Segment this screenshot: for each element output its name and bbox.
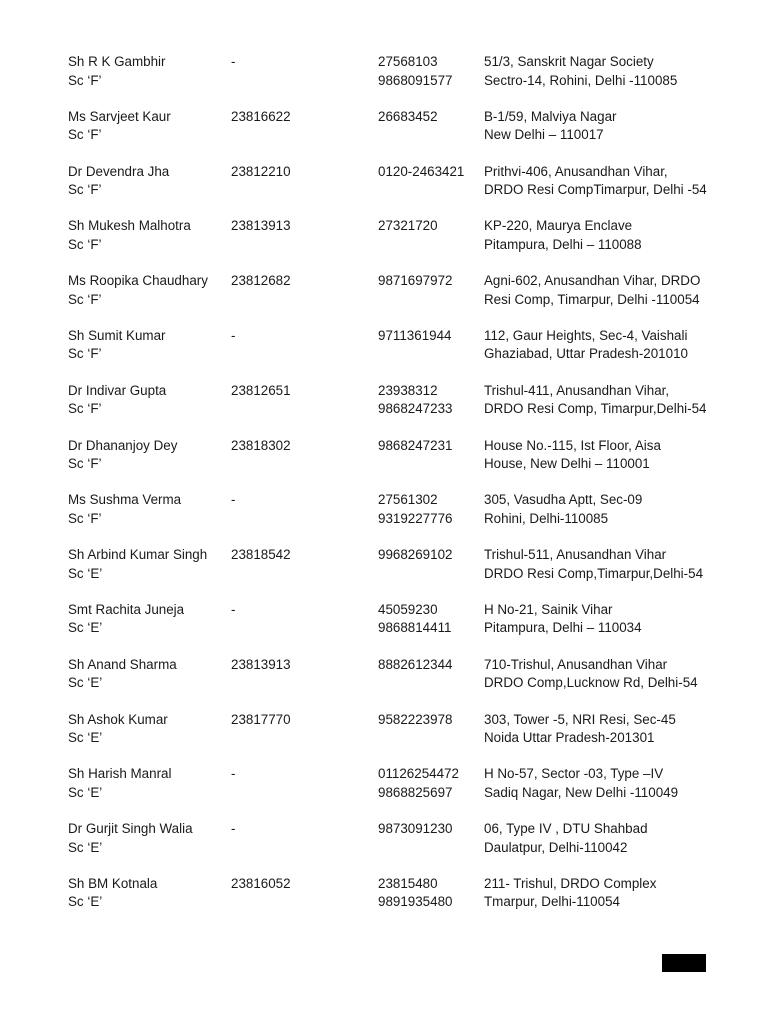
person-name: Dr Gurjit Singh Walia <box>68 821 193 837</box>
office-phone: 23816622 <box>231 108 291 124</box>
person-name: Sh Arbind Kumar Singh <box>68 547 208 563</box>
residence-phone-alt: 9868091577 <box>378 72 453 88</box>
grade: Sc ‘F’ <box>68 456 102 472</box>
address-line-2: Noida Uttar Pradesh-201301 <box>484 730 655 746</box>
residence-phone-alt: 9891935480 <box>378 894 453 910</box>
grade: Sc ‘E’ <box>68 784 103 800</box>
residence-phone: 8882612344 <box>378 656 453 672</box>
person-name: Smt Rachita Juneja <box>68 601 185 617</box>
grade: Sc ‘F’ <box>68 401 102 417</box>
residence-phone: 27561302 <box>378 492 438 508</box>
residence-phone-alt: 9868247233 <box>378 401 453 417</box>
directory-entry <box>0 820 768 875</box>
address-line-2: DRDO Resi Comp, Timarpur,Delhi-54 <box>484 401 707 417</box>
address-line-1: B-1/59, Malviya Nagar <box>484 108 617 124</box>
directory-entry <box>0 272 768 327</box>
person-name: Dr Dhananjoy Dey <box>68 437 178 453</box>
address-line-2: Daulatpur, Delhi-110042 <box>484 839 628 855</box>
grade: Sc ‘E’ <box>68 839 103 855</box>
office-phone: - <box>231 766 236 782</box>
directory-entry <box>0 53 768 108</box>
address-line-1: 305, Vasudha Aptt, Sec-09 <box>484 492 643 508</box>
residence-phone: 23815480 <box>378 875 438 891</box>
person-name: Ms Roopika Chaudhary <box>68 273 208 289</box>
address-line-2: DRDO Resi Comp,Timarpur,Delhi-54 <box>484 565 704 581</box>
address-line-2: Sadiq Nagar, New Delhi -110049 <box>484 784 679 800</box>
residence-phone-alt: 9319227776 <box>378 510 453 526</box>
grade: Sc ‘E’ <box>68 675 103 691</box>
address-line-2: Resi Comp, Timarpur, Delhi -110054 <box>484 291 700 307</box>
person-name: Ms Sushma Verma <box>68 492 182 508</box>
address-line-1: Agni-602, Anusandhan Vihar, DRDO <box>484 273 701 289</box>
directory-entry <box>0 491 768 546</box>
address-line-1: 710-Trishul, Anusandhan Vihar <box>484 656 668 672</box>
office-phone: 23812651 <box>231 382 291 398</box>
directory-entry <box>0 875 768 930</box>
address-line-1: 06, Type IV , DTU Shahbad <box>484 821 648 837</box>
grade: Sc ‘F’ <box>68 182 102 198</box>
address-line-1: Trishul-411, Anusandhan Vihar, <box>484 382 670 398</box>
address-line-2: House, New Delhi – 110001 <box>484 456 650 472</box>
person-name: Sh Anand Sharma <box>68 656 177 672</box>
grade: Sc ‘F’ <box>68 127 102 143</box>
directory-entry <box>0 711 768 766</box>
grade: Sc ‘E’ <box>68 894 103 910</box>
residence-phone-alt: 9868825697 <box>378 784 453 800</box>
office-phone: 23813913 <box>231 218 291 234</box>
residence-phone: 01126254472 <box>378 766 459 782</box>
address-line-2: DRDO Comp,Lucknow Rd, Delhi-54 <box>484 675 698 691</box>
address-line-1: KP-220, Maurya Enclave <box>484 218 633 234</box>
address-line-1: 211- Trishul, DRDO Complex <box>484 875 657 891</box>
residence-phone: 9968269102 <box>378 547 453 563</box>
directory-entry <box>0 601 768 656</box>
residence-phone: 9873091230 <box>378 821 453 837</box>
person-name: Sh Harish Manral <box>68 766 172 782</box>
address-line-1: Prithvi-406, Anusandhan Vihar, <box>484 163 668 179</box>
office-phone: - <box>231 327 236 343</box>
address-line-2: DRDO Resi CompTimarpur, Delhi -54 <box>484 182 707 198</box>
office-phone: - <box>231 601 236 617</box>
residence-phone: 26683452 <box>378 108 438 124</box>
directory-entry <box>0 656 768 711</box>
address-line-2: Tmarpur, Delhi-110054 <box>484 894 620 910</box>
person-name: Sh R K Gambhir <box>68 54 166 69</box>
office-phone: - <box>231 821 236 837</box>
address-line-1: Trishul-511, Anusandhan Vihar <box>484 547 667 563</box>
address-line-2: Rohini, Delhi-110085 <box>484 510 609 526</box>
residence-phone: 9582223978 <box>378 711 453 727</box>
office-phone: 23812210 <box>231 163 291 179</box>
office-phone: 23817770 <box>231 711 291 727</box>
address-line-1: H No-21, Sainik Vihar <box>484 601 613 617</box>
residence-phone: 45059230 <box>378 601 438 617</box>
address-line-2: Pitampura, Delhi – 110034 <box>484 620 642 636</box>
address-line-2: New Delhi – 110017 <box>484 127 604 143</box>
address-line-1: House No.-115, Ist Floor, Aisa <box>484 437 661 453</box>
office-phone: - <box>231 492 236 508</box>
office-phone: 23818542 <box>231 547 291 563</box>
address-line-2: Pitampura, Delhi – 110088 <box>484 236 642 252</box>
office-phone: 23816052 <box>231 875 291 891</box>
office-phone: 23818302 <box>231 437 291 453</box>
residence-phone: 23938312 <box>378 382 438 398</box>
address-line-1: 303, Tower -5, NRI Resi, Sec-45 <box>484 711 676 727</box>
grade: Sc ‘E’ <box>68 620 103 636</box>
grade: Sc ‘F’ <box>68 236 102 252</box>
directory-entry <box>0 217 768 272</box>
office-phone: - <box>231 54 236 69</box>
grade: Sc ‘E’ <box>68 730 103 746</box>
address-line-2: Sectro-14, Rohini, Delhi -110085 <box>484 72 678 88</box>
directory-entry <box>0 765 768 820</box>
office-phone: 23812682 <box>231 273 291 289</box>
grade: Sc ‘F’ <box>68 291 102 307</box>
directory-entry <box>0 382 768 437</box>
directory-entry <box>0 163 768 218</box>
office-phone: 23813913 <box>231 656 291 672</box>
person-name: Sh Sumit Kumar <box>68 327 166 343</box>
residence-phone: 27568103 <box>378 54 438 69</box>
directory-entry <box>0 108 768 163</box>
address-line-1: 51/3, Sanskrit Nagar Society <box>484 54 654 69</box>
address-line-2: Ghaziabad, Uttar Pradesh-201010 <box>484 346 688 362</box>
directory-entry <box>0 327 768 382</box>
directory-entry <box>0 437 768 492</box>
person-name: Sh BM Kotnala <box>68 875 158 891</box>
residence-phone: 9711361944 <box>378 327 452 343</box>
person-name: Dr Devendra Jha <box>68 163 170 179</box>
person-name: Sh Mukesh Malhotra <box>68 218 191 234</box>
grade: Sc ‘E’ <box>68 565 103 581</box>
address-line-1: H No-57, Sector -03, Type –IV <box>484 766 664 782</box>
grade: Sc ‘F’ <box>68 346 102 362</box>
grade: Sc ‘F’ <box>68 510 102 526</box>
residence-phone: 9868247231 <box>378 437 453 453</box>
grade: Sc ‘F’ <box>68 72 102 88</box>
residence-phone: 27321720 <box>378 218 438 234</box>
person-name: Sh Ashok Kumar <box>68 711 168 727</box>
page-number-box <box>662 954 706 972</box>
directory-entry <box>0 546 768 601</box>
residence-phone: 0120-2463421 <box>378 163 465 179</box>
person-name: Ms Sarvjeet Kaur <box>68 108 171 124</box>
residence-phone: 9871697972 <box>378 273 453 289</box>
directory-list <box>0 53 768 930</box>
address-line-1: 112, Gaur Heights, Sec-4, Vaishali <box>484 327 688 343</box>
residence-phone-alt: 9868814411 <box>378 620 452 636</box>
person-name: Dr Indivar Gupta <box>68 382 167 398</box>
